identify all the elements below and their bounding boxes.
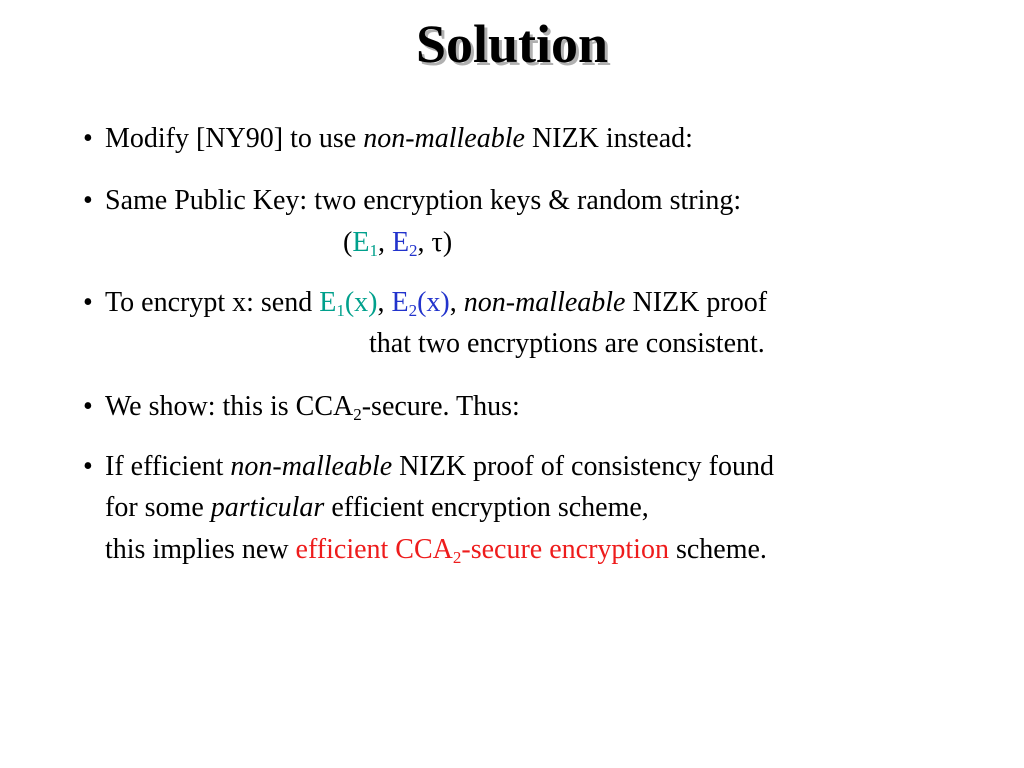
highlight-cca2-secure-encryption: efficient $CCA_2$-secure encryption [295, 534, 669, 567]
if-efficient-line-2 [105, 491, 649, 525]
bullet-marker: • [83, 391, 93, 422]
line-text-post: scheme. [668, 534, 767, 565]
bullet-text: Same Public Key: two encryption keys & random string: [105, 185, 742, 216]
line-text-pre: for some [105, 492, 211, 523]
encrypt-continuation: that two encryptions are consistent. [369, 328, 765, 359]
bullet-text-emphasis: non-malleable [230, 451, 393, 482]
separator: , [417, 227, 432, 258]
if-efficient-line-3 [105, 533, 767, 567]
random-string-tau: τ [431, 227, 443, 258]
bullet-text-emphasis: non-malleable [363, 123, 525, 154]
paren-close: ) [442, 227, 453, 258]
bullet-text-pre: We show: this is CCA [105, 391, 354, 422]
slide-title: Solution [415, 14, 609, 74]
line-text-post: efficient encryption scheme, [324, 492, 649, 523]
bullet-if-efficient [83, 450, 774, 484]
paren-open: ( [343, 227, 353, 258]
bullet-encrypt [83, 286, 767, 320]
line-text-emphasis: particular [210, 492, 325, 523]
bullet-we-show [83, 390, 520, 424]
bullet-text-pre: To encrypt x: send [105, 287, 320, 318]
subscript: 2 [353, 405, 362, 424]
bullet-modify-ny90 [83, 122, 693, 156]
ciphertext-e2: $E_2(x)$ [391, 287, 450, 320]
bullet-text-post: NIZK proof [625, 287, 768, 318]
separator: , [449, 287, 464, 318]
ciphertext-e1: $E_1(x)$ [319, 287, 378, 320]
bullet-text-post: NIZK proof of consistency found [392, 451, 774, 482]
key-e2: $E_2$ [391, 227, 418, 260]
public-key-tuple [343, 226, 452, 260]
separator: , [377, 287, 392, 318]
bullet-text-pre: If efficient [105, 451, 231, 482]
bullet-text-post: -secure. Thus: [361, 391, 520, 422]
bullet-text-post: NIZK instead: [524, 123, 693, 154]
bullet-text-emphasis: non-malleable [463, 287, 626, 318]
bullet-marker: • [83, 185, 93, 216]
bullet-public-key [83, 184, 741, 218]
separator: , [377, 227, 392, 258]
key-e1: $E_1$ [352, 227, 378, 260]
bullet-text-pre: Modify [NY90] to use [105, 123, 364, 154]
bullet-marker: • [83, 287, 93, 318]
bullet-marker: • [83, 451, 93, 482]
line-text-pre: this implies new [105, 534, 296, 565]
bullet-marker: • [83, 123, 93, 154]
